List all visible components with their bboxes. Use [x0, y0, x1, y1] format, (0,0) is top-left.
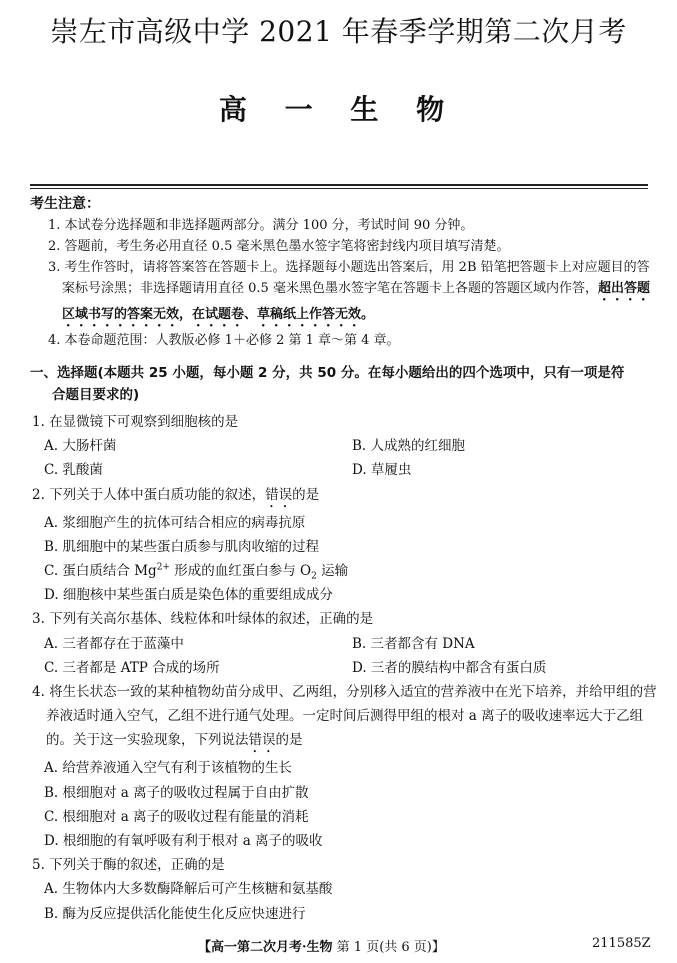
notice-item-2: 2. 答题前，考生务必用直径 0.5 毫米黑色墨水签字笔将密封线内项目填写清楚。	[48, 239, 510, 254]
section-heading	[30, 362, 652, 406]
question-1-options-row1	[30, 434, 660, 458]
header-rule-thin	[30, 188, 648, 189]
question-2-stem-emphasis: 错误	[265, 486, 293, 503]
header-rule	[30, 184, 648, 186]
question-4-option-b: B. 根细胞对 a 离子的吸收过程属于自由扩散	[44, 784, 309, 801]
mg-charge: 2+	[156, 562, 170, 573]
question-2-option-c-mid: 形成的血红蛋白参与 O	[169, 563, 312, 580]
oxygen-subscript: 2	[311, 571, 317, 582]
questions	[30, 410, 660, 926]
question-3-option-c: C. 三者都是 ATP 合成的场所	[44, 659, 220, 676]
question-1-option-a: A. 大肠杆菌	[44, 438, 117, 455]
question-1-stem: 1. 在显微镜下可观察到细胞核的是	[32, 414, 239, 430]
question-2-option-a: A. 浆细胞产生的抗体可结合相应的病毒抗原	[44, 514, 306, 531]
question-3-options-row2	[30, 656, 660, 680]
notice-item-1: 1. 本试卷分选择题和非选择题两部分。满分 100 分，考试时间 90 分钟。	[48, 218, 474, 233]
question-2-stem-pre: 2. 下列关于人体中蛋白质功能的叙述，	[32, 486, 266, 503]
question-3-option-a: A. 三者都存在于蓝藻中	[44, 635, 184, 652]
question-2-option-b: B. 肌细胞中的某些蛋白质参与肌肉收缩的过程	[44, 538, 320, 555]
question-4-option-c: C. 根细胞对 a 离子的吸收过程有能量的消耗	[44, 808, 309, 825]
notice-item-3-text: 3. 考生作答时，请将答案答在答题卡上。选择题每小题选出答案后，用 2B 铅笔把答题卡上对应题目的答案标号涂黑；非选择题请用直径 0.5 毫米黑色墨水签字笔在答题卡上各题的答题区域内作答，	[48, 260, 650, 296]
footer-exam-label: 【高一第二次月考·生物	[198, 940, 333, 955]
question-3-options-row1	[30, 632, 660, 656]
question-3-stem: 3. 下列有关高尔基体、线粒体和叶绿体的叙述，正确的是	[32, 611, 374, 628]
question-5-option-b: B. 酶为反应提供活化能使生化反应快速进行	[44, 905, 306, 922]
question-4-stem-pre: 4. 将生长状态一致的某种植物幼苗分成甲、乙两组，分别移入适宜的营养液中在光下培养，并给甲组的营养液适时通入空气，乙组不进行通气处理。一定时间后测得甲组的根对 a 离子的吸收速率远大于乙组的。关于这一实验现象，下列说法	[32, 684, 657, 749]
question-2-option-c	[30, 559, 660, 583]
notice-heading: 考生注意：	[30, 196, 100, 212]
question-1-options-row2	[30, 458, 660, 482]
notice-item-4: 4. 本卷命题范围：人教版必修 1＋必修 2 第 1 章～第 4 章。	[48, 333, 400, 348]
question-4-stem-emphasis: 错误	[248, 732, 276, 749]
footer-code: 211585Z	[592, 936, 651, 951]
school-title: 崇左市高级中学 2021 年春季学期第二次月考	[50, 15, 627, 48]
question-1-option-c: C. 乳酸菌	[44, 462, 103, 479]
question-5-option-a: A. 生物体内大多数酶降解后可产生核糖和氨基酸	[44, 881, 333, 898]
notice-item-3-bold: 超出答题区域书写的答案无效，在试题卷、草稿纸上作答无效。	[62, 281, 650, 322]
notice-item-3	[30, 257, 650, 330]
question-1-option-d: D. 草履虫	[352, 462, 412, 479]
section-heading-line1: 一、选择题(本题共 25 小题，每小题 2 分，共 50 分。在每小题给出的四个选项中，只有一项是符	[30, 365, 625, 381]
question-4-stem	[30, 680, 660, 756]
question-3-option-b: B. 三者都含有 DNA	[352, 635, 475, 652]
question-2-stem-post: 的是	[292, 486, 320, 503]
question-2-stem	[30, 483, 660, 511]
question-2-option-c-pre: C. 蛋白质结合 Mg	[44, 563, 157, 580]
question-4-option-a: A. 给营养液通入空气有利于该植物的生长	[44, 760, 292, 777]
notice-block	[30, 194, 650, 351]
question-3-option-d: D. 三者的膜结构中都含有蛋白质	[352, 659, 547, 676]
footer-label	[198, 936, 445, 955]
question-5-stem: 5. 下列关于酶的叙述，正确的是	[32, 857, 225, 874]
question-4-stem-post: 的是	[275, 732, 303, 749]
footer-page-number: 第 1 页(共 6 页)】	[332, 940, 445, 955]
section-heading-line2: 合题目要求的)	[52, 387, 140, 403]
subject-title: 高 一 生 物	[218, 93, 459, 126]
question-2-option-c-post: 运输	[316, 563, 349, 580]
question-4-option-d: D. 根细胞的有氧呼吸有利于根对 a 离子的吸收	[44, 833, 323, 850]
question-1-option-b: B. 人成熟的红细胞	[352, 438, 466, 455]
question-2-option-d: D. 细胞核中某些蛋白质是染色体的重要组成成分	[44, 587, 333, 604]
